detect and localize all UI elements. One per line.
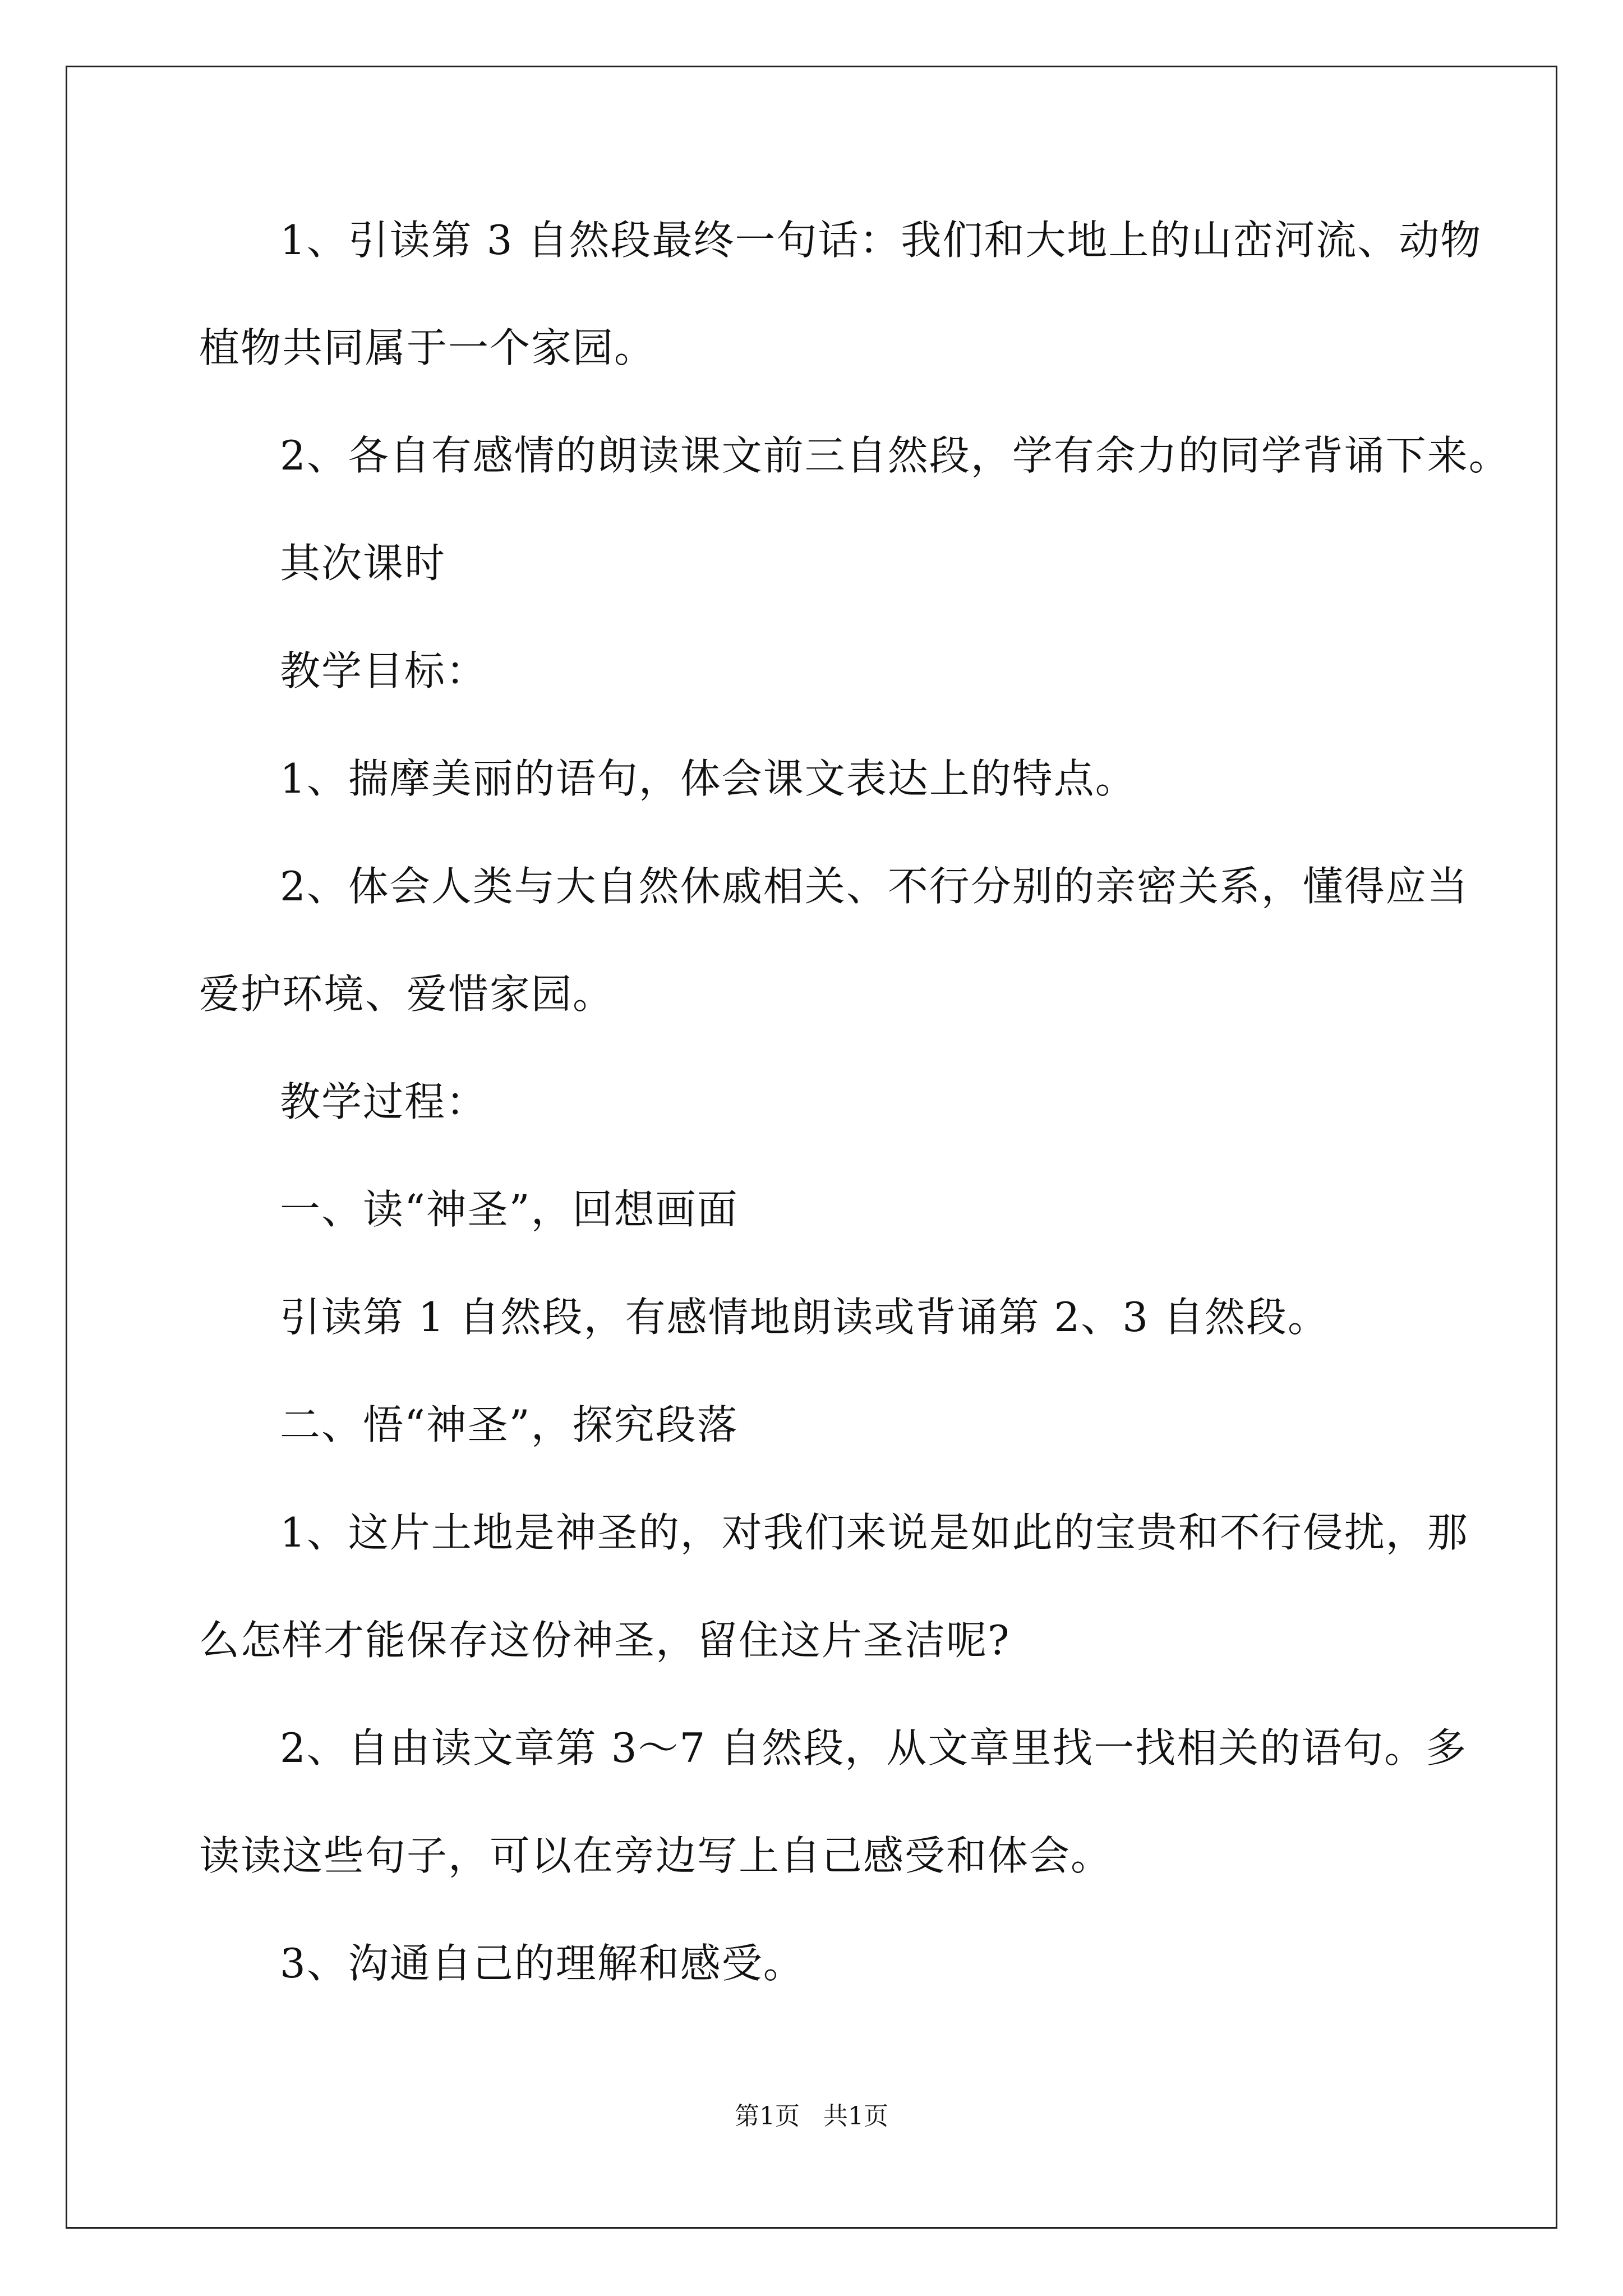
text-line: 爱护环境、爱惜家园。 bbox=[199, 970, 615, 1018]
section-heading: 教学目标： bbox=[280, 647, 488, 694]
text-line: 么怎样才能保存这份神圣，留住这片圣洁呢? bbox=[199, 1617, 1011, 1664]
text-line: 1、这片土地是神圣的，对我们来说是如此的宝贵和不行侵扰，那 bbox=[280, 1509, 1469, 1556]
text-line: 3、沟通自己的理解和感受。 bbox=[280, 1940, 805, 1987]
page-total: 共1页 bbox=[823, 2102, 888, 2131]
text-line: 2、自由读文章第 3～7 自然段，从文章里找一找相关的语句。多 bbox=[280, 1724, 1468, 1772]
section-heading: 教学过程： bbox=[280, 1078, 488, 1125]
section-heading: 二、悟“神圣”，探究段落 bbox=[280, 1401, 739, 1448]
section-heading: 其次课时 bbox=[280, 540, 446, 587]
text-line: 引读第 1 自然段，有感情地朗读或背诵第 2、3 自然段。 bbox=[280, 1294, 1329, 1341]
document-body bbox=[199, 213, 1510, 2044]
text-line: 2、各自有感情的朗读课文前三自然段，学有余力的同学背诵下来。 bbox=[280, 432, 1510, 479]
page-number: 第1页 bbox=[735, 2102, 800, 2131]
text-line: 1、揣摩美丽的语句，体会课文表达上的特点。 bbox=[280, 755, 1137, 802]
page-footer bbox=[0, 2101, 1623, 2132]
text-line: 1、引读第 3 自然段最终一句话：我们和大地上的山峦河流、动物 bbox=[280, 217, 1482, 264]
section-heading: 一、读“神圣”，回想画面 bbox=[280, 1186, 739, 1233]
text-line: 读读这些句子，可以在旁边写上自己感受和体会。 bbox=[199, 1832, 1113, 1879]
text-line: 植物共同属于一个家园。 bbox=[199, 324, 656, 371]
text-line: 2、体会人类与大自然休戚相关、不行分别的亲密关系，懂得应当 bbox=[280, 863, 1469, 910]
